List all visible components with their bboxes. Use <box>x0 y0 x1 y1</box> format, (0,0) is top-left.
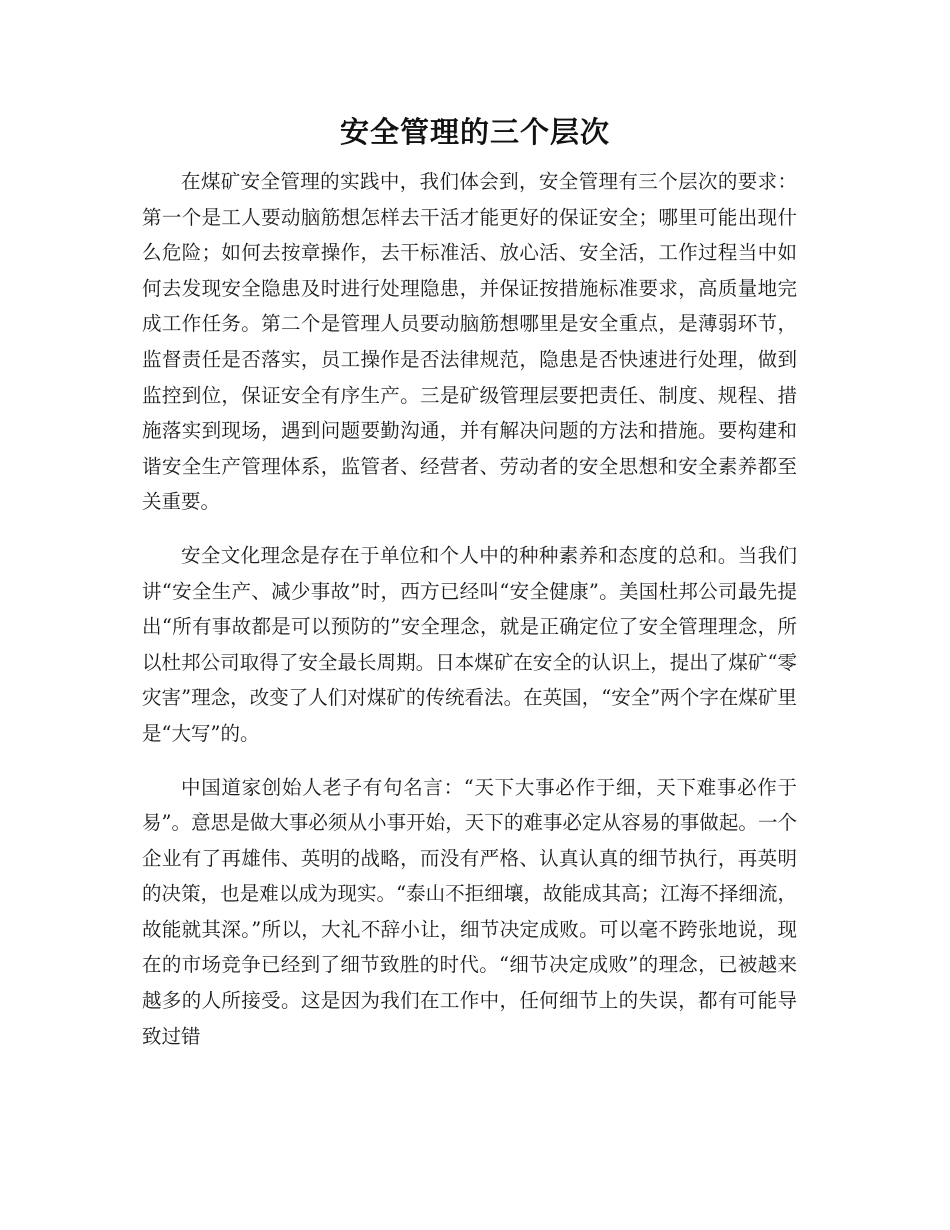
paragraph-2: 安全文化理念是存在于单位和个人中的种种素养和态度的总和。当我们讲“安全生产、减少事故”时，西方已经叫“安全健康”。美国杜邦公司最先提出“所有事故都是可以预防的”安全理念，就是正确定位了安全管理理念，所以杜邦公司取得了安全最长周期。日本煤矿在安全的认识上，提出了煤矿“零灾害”理念，改变了人们对煤矿的传统看法。在英国，“安全”两个字在煤矿里是“大写”的。 <box>142 543 797 745</box>
document-title: 安全管理的三个层次 <box>339 115 610 149</box>
document-body <box>142 164 797 1072</box>
paragraph-3: 中国道家创始人老子有句名言：“天下大事必作于细，天下难事必作于易”。意思是做大事必须从小事开始，天下的难事必定从容易的事做起。一个企业有了再雄伟、英明的战略，而没有严格、认真认真的细节执行，再英明的决策，也是难以成为现实。“泰山不拒细壤，故能成其高；江海不择细流，故能就其深。”所以，大礼不辞小让，细节决定成败。可以毫不跨张地说，现在的市场竞争已经到了细节致胜的时代。“细节决定成败”的理念，已被越来越多的人所接受。这是因为我们在工作中，任何细节上的失误，都有可能导致过错 <box>142 775 797 1048</box>
paragraph-1: 在煤矿安全管理的实践中，我们体会到，安全管理有三个层次的要求：第一个是工人要动脑筋想怎样去干活才能更好的保证安全；哪里可能出现什么危险；如何去按章操作，去干标准活、放心活、安全活，工作过程当中如何去发现安全隐患及时进行处理隐患，并保证按措施标准要求，高质量地完成工作任务。第二个是管理人员要动脑筋想哪里是安全重点，是薄弱环节，监督责任是否落实，员工操作是否法律规范，隐患是否快速进行处理，做到监控到位，保证安全有序生产。三是矿级管理层要把责任、制度、规程、措施落实到现场，遇到问题要勤沟通，并有解决问题的方法和措施。要构建和谐安全生产管理体系，监管者、经营者、劳动者的安全思想和安全素养都至关重要。 <box>142 170 797 514</box>
